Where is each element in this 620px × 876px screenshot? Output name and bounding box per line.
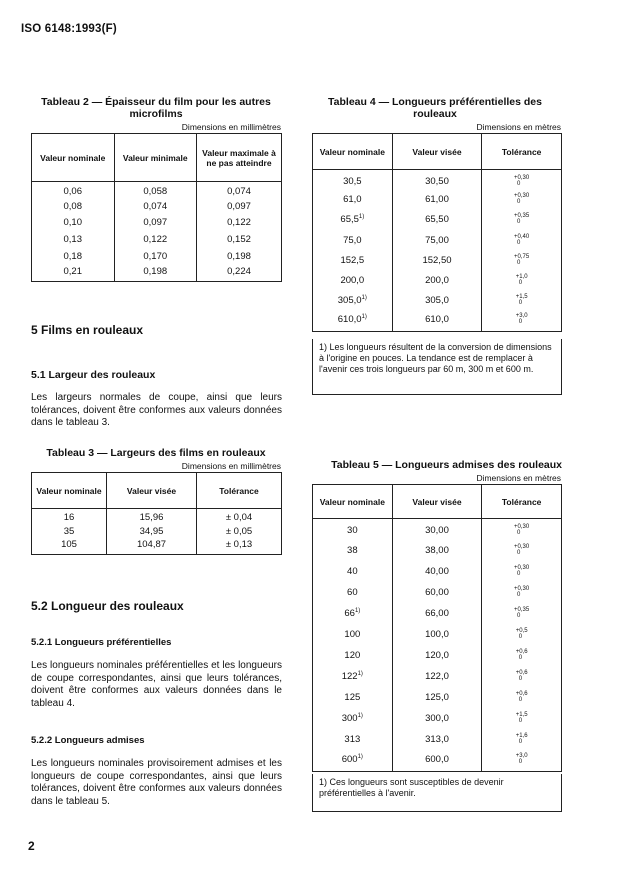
tolerance-plus: +0,40 (514, 233, 530, 240)
section-5-heading: 5 Films en rouleaux (31, 323, 144, 337)
tolerance-plus: +1,5 (515, 294, 528, 301)
target-cell: 61,00 (392, 190, 482, 210)
nominal-cell (313, 540, 393, 561)
table4-caption-line1: Tableau 4 — Longueurs préférentielles des (328, 96, 542, 108)
table3-caption: Tableau 3 — Largeurs des films en rouleaux (46, 447, 266, 459)
nominal-cell (313, 603, 393, 624)
tolerance-cell (482, 210, 562, 230)
tolerance-stack (514, 234, 529, 246)
table-row (32, 539, 282, 554)
tolerance-cell (482, 729, 562, 750)
target-cell: 66,00 (392, 603, 482, 624)
table-row (32, 248, 282, 265)
target-cell: 60,00 (392, 582, 482, 603)
table-row (313, 311, 562, 331)
nominal-cell (313, 210, 393, 230)
table-cell: 105 (32, 539, 107, 554)
tolerance-stack (514, 586, 529, 598)
nominal-value: 61,0 (343, 194, 362, 206)
footnote-marker: 1) (357, 671, 363, 678)
table-cell: 0,10 (32, 215, 115, 232)
nominal-cell (313, 708, 393, 729)
tolerance-plus: +0,30 (514, 543, 530, 550)
table-row (32, 231, 282, 248)
tolerance-stack (514, 565, 529, 577)
nominal-cell (313, 250, 393, 270)
footnote-marker: 1) (357, 713, 363, 720)
tolerance-plus: +0,6 (515, 649, 528, 656)
nominal-value: 75,0 (343, 234, 362, 246)
tolerance-plus: +0,30 (514, 193, 530, 200)
table-cell: 0,06 (32, 182, 115, 199)
table-cell: ± 0,05 (197, 524, 282, 539)
tolerance-plus: +3,0 (515, 312, 528, 319)
table-cell: 0,198 (114, 264, 197, 281)
table-cell: 0,058 (114, 182, 197, 199)
table-row (313, 708, 562, 729)
table-cell: 0,097 (114, 215, 197, 232)
table4-header-tolerance: Tolérance (482, 134, 562, 170)
tolerance-minus: 0 (517, 180, 521, 187)
nominal-cell (313, 519, 393, 540)
nominal-value: 152,5 (340, 254, 365, 266)
table-row (32, 509, 282, 524)
nominal-cell (313, 190, 393, 210)
tolerance-minus: 0 (518, 758, 523, 765)
tolerance-cell (482, 582, 562, 603)
tolerance-minus: 0 (518, 300, 523, 307)
table-cell: 0,170 (114, 248, 197, 265)
table5-units: Dimensions en mètres (476, 473, 561, 483)
table-row (313, 751, 562, 772)
tolerance-stack (514, 524, 529, 536)
nominal-value: 66 (344, 608, 355, 619)
table-cell: 0,097 (197, 198, 282, 215)
table5-caption: Tableau 5 — Longueurs admises des rouleaux (331, 459, 562, 471)
table2-header-maximum: Valeur maximale à ne pas atteindre (197, 134, 282, 182)
table-cell: 0,224 (197, 264, 282, 281)
nominal-cell (313, 561, 393, 582)
table4-footnote: 1) Les longueurs résultent de la conversion de dimensions à l'origine en pouces. La tendance est de remplacer à l'avenir ces trois longueurs par 60 m, 300 m et 600 m. (312, 339, 562, 395)
tolerance-plus: +1,0 (515, 274, 528, 281)
tolerance-minus: 0 (517, 199, 521, 206)
table-row (313, 519, 562, 540)
tolerance-stack (516, 628, 528, 640)
target-cell: 125,0 (392, 687, 482, 708)
tolerance-cell (482, 561, 562, 582)
nominal-value: 100 (344, 629, 361, 641)
table-cell: 0,152 (197, 231, 282, 248)
table-cell: 15,96 (107, 509, 197, 524)
tolerance-plus: +0,30 (514, 524, 530, 531)
tolerance-cell (482, 645, 562, 666)
table5 (312, 484, 562, 772)
nominal-cell (313, 687, 393, 708)
tolerance-stack (514, 254, 529, 266)
tolerance-minus: 0 (518, 739, 523, 746)
tolerance-plus: +0,30 (514, 174, 530, 181)
nominal-value: 30,5 (343, 175, 362, 187)
tolerance-stack (514, 175, 529, 187)
tolerance-minus: 0 (517, 530, 521, 537)
tolerance-minus: 0 (517, 259, 521, 266)
tolerance-cell (482, 708, 562, 729)
table2-caption (28, 96, 284, 120)
section-5-1-text: Les largeurs normales de coupe, ainsi que leurs tolérances, doivent être conformes aux valeurs données dans le tableau 3. (31, 392, 282, 428)
tolerance-cell (482, 190, 562, 210)
table-row (313, 270, 562, 290)
table-row (313, 582, 562, 603)
table-cell: 104,87 (107, 539, 197, 554)
target-cell: 152,50 (392, 250, 482, 270)
target-cell: 305,0 (392, 291, 482, 311)
tolerance-minus: 0 (517, 570, 521, 577)
nominal-cell (313, 666, 393, 687)
target-cell: 300,0 (392, 708, 482, 729)
tolerance-stack (514, 193, 529, 205)
tolerance-plus: +0,6 (515, 691, 528, 698)
nominal-cell (313, 624, 393, 645)
tolerance-plus: +0,35 (514, 606, 530, 613)
table-row (313, 210, 562, 230)
table5-header-target: Valeur visée (392, 485, 482, 519)
nominal-value: 125 (344, 692, 361, 704)
section-5-2-1-heading: 5.2.1 Longueurs préférentielles (31, 637, 172, 648)
table2-header-nominal: Valeur nominale (32, 134, 115, 182)
table-row (32, 524, 282, 539)
target-cell: 313,0 (392, 729, 482, 750)
footnote-marker: 1) (354, 607, 361, 614)
tolerance-plus: +0,30 (514, 585, 530, 592)
table4-units: Dimensions en mètres (476, 122, 561, 132)
nominal-value: 65,5 (340, 214, 359, 226)
table-cell: 0,21 (32, 264, 115, 281)
table-cell: 0,122 (114, 231, 197, 248)
section-5-1-heading: 5.1 Largeur des rouleaux (31, 369, 156, 381)
table-row (32, 182, 282, 199)
nominal-value: 610,0 (337, 313, 362, 325)
nominal-value: 305,0 (337, 295, 362, 307)
nominal-value: 200,0 (340, 275, 365, 287)
table-row (313, 291, 562, 311)
table3-units: Dimensions en millimètres (181, 461, 281, 471)
footnote-marker: 1) (357, 753, 363, 760)
table-row (313, 729, 562, 750)
tolerance-stack (516, 294, 528, 306)
nominal-cell (313, 170, 393, 190)
table3-header-nominal: Valeur nominale (32, 473, 107, 509)
table-cell: 0,122 (197, 215, 282, 232)
target-cell: 75,00 (392, 230, 482, 250)
nominal-value: 30 (347, 525, 358, 537)
table-cell: ± 0,04 (197, 509, 282, 524)
target-cell: 100,0 (392, 624, 482, 645)
table-cell: 16 (32, 509, 107, 524)
table-cell: 35 (32, 524, 107, 539)
tolerance-stack (516, 691, 528, 703)
nominal-value: 40 (347, 565, 358, 577)
table-row (313, 645, 562, 666)
page-number: 2 (28, 839, 35, 853)
table2-units: Dimensions en millimètres (181, 122, 281, 132)
section-5-2-1-text: Les longueurs nominales préférentielles et les longueurs de coupe correspondantes, ainsi que leurs tolérances, doivent être conformes aux valeurs données dans le tableau 4. (31, 660, 282, 709)
nominal-cell (313, 645, 393, 666)
tolerance-stack (514, 213, 529, 225)
nominal-value: 60 (347, 586, 358, 598)
target-cell: 120,0 (392, 645, 482, 666)
target-cell: 30,00 (392, 519, 482, 540)
table-row (313, 561, 562, 582)
tolerance-minus: 0 (518, 676, 523, 683)
target-cell: 40,00 (392, 561, 482, 582)
table-row (313, 687, 562, 708)
table4-header-target: Valeur visée (392, 134, 482, 170)
nominal-value: 120 (344, 650, 361, 662)
tolerance-cell (482, 624, 562, 645)
table-cell: ± 0,13 (197, 539, 282, 554)
table5-footnote: 1) Ces longueurs sont susceptibles de devenir préférentielles à l'avenir. (312, 774, 562, 812)
tolerance-cell (482, 751, 562, 772)
table5-header-tolerance: Tolérance (482, 485, 562, 519)
tolerance-stack (516, 712, 528, 724)
nominal-cell (313, 230, 393, 250)
section-5-2-2-heading: 5.2.2 Longueurs admises (31, 735, 145, 746)
target-cell: 200,0 (392, 270, 482, 290)
table3-header-target: Valeur visée (107, 473, 197, 509)
table-cell: 0,198 (197, 248, 282, 265)
nominal-cell (313, 270, 393, 290)
table-row (313, 230, 562, 250)
target-cell: 610,0 (392, 311, 482, 331)
table-row (313, 190, 562, 210)
tolerance-cell (482, 519, 562, 540)
table-row (313, 540, 562, 561)
tolerance-minus: 0 (518, 318, 523, 325)
table2 (31, 133, 282, 282)
tolerance-plus: +0,30 (514, 564, 530, 571)
tolerance-cell (482, 603, 562, 624)
tolerance-plus: +1,6 (515, 733, 528, 740)
tolerance-plus: +0,35 (514, 213, 530, 220)
target-cell: 65,50 (392, 210, 482, 230)
table3-header-tolerance: Tolérance (197, 473, 282, 509)
document-header: ISO 6148:1993(F) (21, 23, 117, 35)
nominal-value: 38 (347, 544, 358, 556)
table-row (313, 170, 562, 190)
table3 (31, 472, 282, 555)
target-cell: 38,00 (392, 540, 482, 561)
table-row (313, 250, 562, 270)
tolerance-cell (482, 666, 562, 687)
nominal-value: 122 (341, 671, 358, 683)
footnote-marker: 1) (358, 214, 365, 221)
target-cell: 122,0 (392, 666, 482, 687)
tolerance-minus: 0 (517, 591, 521, 598)
table-cell: 0,08 (32, 198, 115, 215)
tolerance-minus: 0 (518, 718, 523, 725)
target-cell: 600,0 (392, 751, 482, 772)
tolerance-cell (482, 170, 562, 190)
footnote-marker: 1) (361, 295, 367, 302)
table-row (313, 603, 562, 624)
footnote-marker: 1) (361, 313, 367, 320)
tolerance-cell (482, 540, 562, 561)
table-row (313, 624, 562, 645)
nominal-cell (313, 311, 393, 331)
tolerance-cell (482, 250, 562, 270)
tolerance-plus: +1,5 (515, 712, 528, 719)
tolerance-cell (482, 687, 562, 708)
tolerance-stack (516, 733, 528, 745)
table2-caption-line1: Tableau 2 — Épaisseur du film pour les autres (41, 96, 271, 108)
nominal-value: 313 (344, 734, 361, 746)
table-cell: 0,074 (114, 198, 197, 215)
table-cell: 0,074 (197, 182, 282, 199)
tolerance-stack (514, 544, 529, 556)
table2-caption-line2: microfilms (129, 108, 183, 120)
table-cell: 34,95 (107, 524, 197, 539)
target-cell: 30,50 (392, 170, 482, 190)
tolerance-stack (514, 607, 529, 619)
table2-header-minimum: Valeur minimale (114, 134, 197, 182)
tolerance-minus: 0 (517, 612, 521, 619)
table-row (32, 264, 282, 281)
tolerance-cell (482, 270, 562, 290)
tolerance-minus: 0 (518, 280, 523, 287)
nominal-value: 300 (341, 713, 358, 725)
section-5-2-2-text: Les longueurs nominales provisoirement admises et les longueurs de coupe correspondantes, ainsi que leurs tolérances, doivent être conformes aux valeurs données dans le tableau 5. (31, 758, 282, 807)
table4-caption-line2: rouleaux (413, 108, 457, 120)
tolerance-stack (516, 753, 528, 765)
section-5-2-heading: 5.2 Longueur des rouleaux (31, 599, 184, 613)
table-cell: 0,18 (32, 248, 115, 265)
tolerance-plus: +0,5 (515, 628, 528, 635)
tolerance-stack (516, 670, 528, 682)
tolerance-stack (516, 313, 528, 325)
tolerance-cell (482, 311, 562, 331)
tolerance-minus: 0 (518, 634, 523, 641)
tolerance-cell (482, 291, 562, 311)
table-row (32, 198, 282, 215)
tolerance-cell (482, 230, 562, 250)
tolerance-minus: 0 (518, 655, 523, 662)
tolerance-plus: +0,75 (514, 253, 530, 260)
tolerance-plus: +3,0 (515, 752, 528, 759)
tolerance-stack (516, 274, 528, 286)
table-row (313, 666, 562, 687)
table5-header-nominal: Valeur nominale (313, 485, 393, 519)
table4 (312, 133, 562, 332)
nominal-value: 600 (341, 753, 358, 765)
nominal-cell (313, 582, 393, 603)
table4-caption (310, 96, 560, 120)
table-row (32, 215, 282, 232)
table4-header-nominal: Valeur nominale (313, 134, 393, 170)
tolerance-minus: 0 (517, 219, 521, 226)
nominal-cell (313, 751, 393, 772)
nominal-cell (313, 291, 393, 311)
tolerance-plus: +0,6 (515, 670, 528, 677)
table-cell: 0,13 (32, 231, 115, 248)
nominal-cell (313, 729, 393, 750)
tolerance-stack (516, 649, 528, 661)
tolerance-minus: 0 (517, 239, 521, 246)
tolerance-minus: 0 (518, 697, 523, 704)
tolerance-minus: 0 (517, 549, 521, 556)
